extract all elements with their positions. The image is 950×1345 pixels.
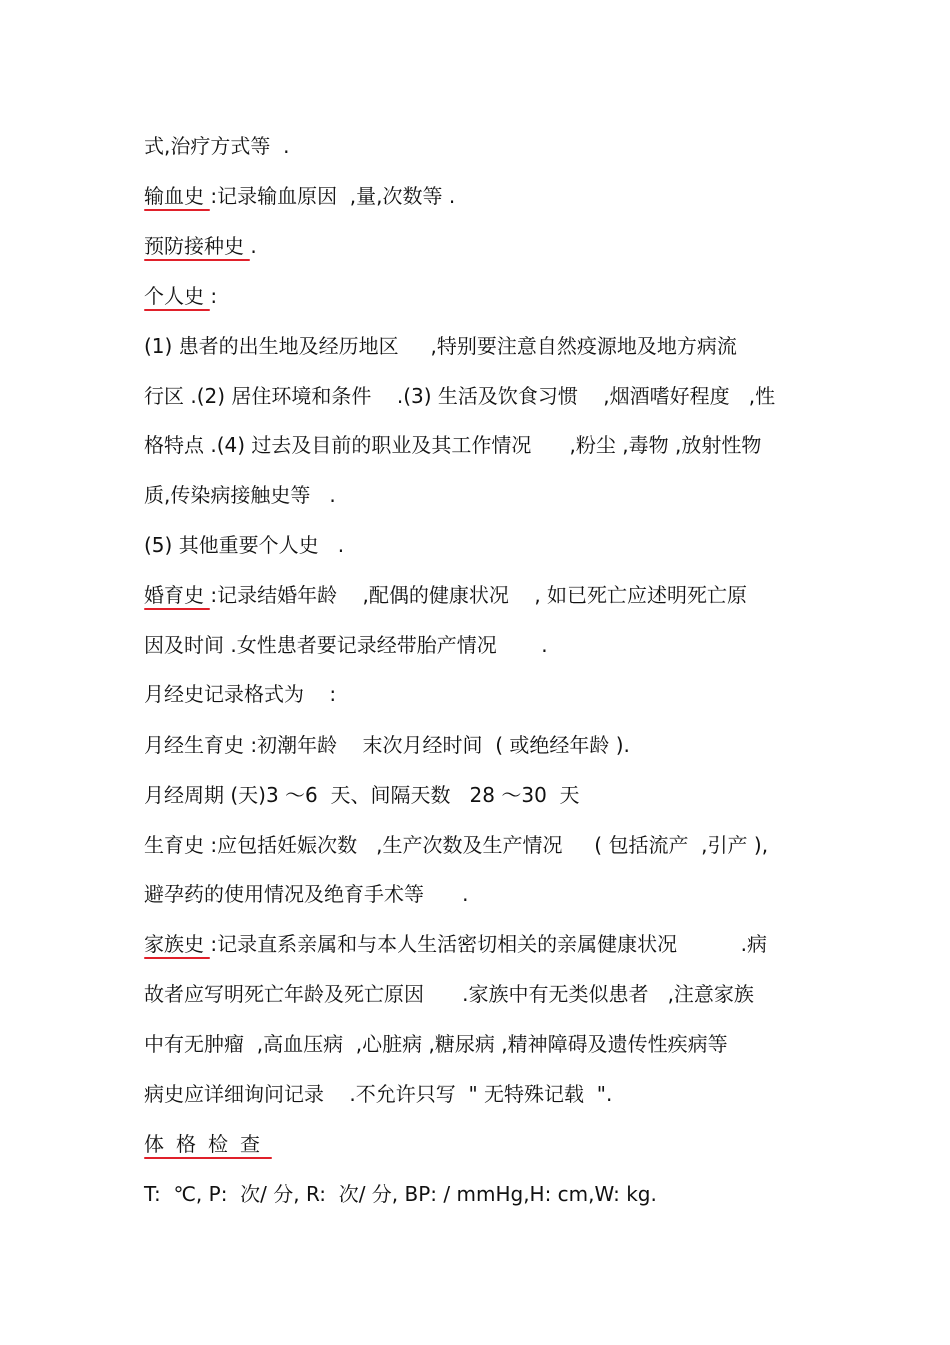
section-family-history: 家族史 :记录直系亲属和与本人生活密切相关的亲属健康状况 .病 [144,927,767,961]
section-heading: 输血史 [144,179,210,213]
text-line: (1) 患者的出生地及经历地区 ,特别要注意自然疫源地及地方病流 [144,334,737,358]
text-line: 行区 .(2) 居住环境和条件 .(3) 生活及饮食习惯 ,烟酒嗜好程度 ,性 [144,384,776,408]
text-line: 质,传染病接触史等 . [144,483,336,507]
text-line: 避孕药的使用情况及绝育手术等 . [144,882,469,906]
text-line: 月经周期 (天)3 ～6 天、间隔天数 28 ～30 天 [144,783,580,807]
section-heading: 预防接种史 [144,229,250,263]
text-line: 月经史记录格式为 : [144,682,337,706]
section-physical-exam [144,1127,272,1161]
text-line: 格特点 .(4) 过去及目前的职业及其工作情况 ,粉尘 ,毒物 ,放射性物 [144,433,762,457]
vital-signs-line: T: ℃, P: 次/ 分, R: 次/ 分, BP: / mmHg,H: cm,W: kg. [144,1182,657,1206]
section-heading: 体格检查 [144,1127,272,1161]
section-heading: 婚育史 [144,578,210,612]
section-heading: 个人史 [144,279,210,313]
text-line: 中有无肿瘤 ,高血压病 ,心脏病 ,糖尿病 ,精神障碍及遗传性疾病等 [144,1032,728,1056]
text-line: 故者应写明死亡年龄及死亡原因 .家族中有无类似患者 ,注意家族 [144,982,754,1006]
section-personal-history: 个人史 : [144,279,217,313]
section-marriage-history: 婚育史 :记录结婚年龄 ,配偶的健康状况 , 如已死亡应述明死亡原 [144,578,747,612]
text-line: 病史应详细询问记录 .不允许只写 " 无特殊记载 ". [144,1082,613,1106]
text-line: 生育史 :应包括妊娠次数 ,生产次数及生产情况 ( 包括流产 ,引产 ), [144,833,769,857]
section-heading: 家族史 [144,927,210,961]
text-line: (5) 其他重要个人史 . [144,533,345,557]
section-vaccination-history: 预防接种史 . [144,229,257,263]
section-transfusion-history: 输血史 :记录输血原因 ,量,次数等 . [144,179,455,213]
text-line: 式,治疗方式等 . [144,134,290,158]
text-line: 月经生育史 :初潮年龄 末次月经时间 ( 或绝经年龄 ). [144,733,630,757]
text-line: 因及时间 .女性患者要记录经带胎产情况 . [144,633,548,657]
